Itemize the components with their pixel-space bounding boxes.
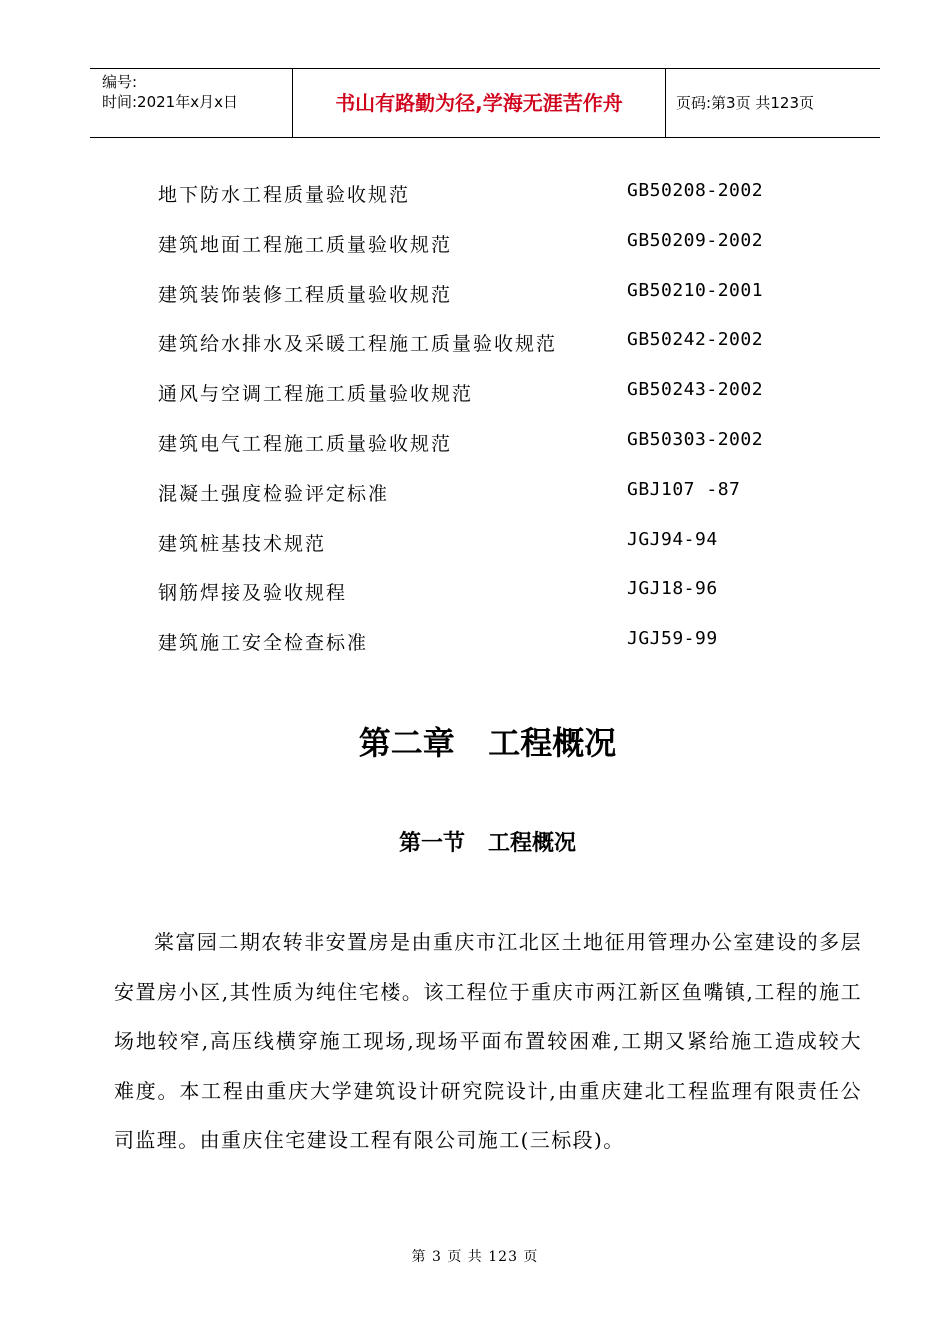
list-item (158, 373, 798, 423)
list-item (158, 174, 798, 224)
standard-code: GB50242-2002 (627, 329, 764, 351)
chapter-title: 第二章 工程概况 (358, 724, 617, 762)
list-item (158, 473, 798, 523)
list-item (158, 224, 798, 274)
standard-name: 地下防水工程质量验收规范 (158, 184, 411, 206)
standard-name: 建筑施工安全检查标准 (158, 632, 369, 655)
list-item (158, 572, 798, 622)
header-page-info: 页码:第3页 共123页 (676, 94, 814, 112)
standard-code: JGJ59-99 (627, 628, 718, 650)
standard-code: JGJ94-94 (627, 528, 718, 550)
page-footer: 第 3 页 共 123 页 (411, 1249, 539, 1265)
section-title: 第一节 工程概况 (399, 831, 576, 856)
standard-code: GB50208-2002 (627, 180, 764, 201)
document-time-label: 时间:2021年x月x日 (102, 93, 238, 111)
standard-name: 建筑桩基技术规范 (158, 532, 327, 555)
standard-name: 建筑电气工程施工质量验收规范 (158, 432, 453, 455)
standard-code: GB50303-2002 (627, 428, 764, 450)
standard-name: 建筑地面工程施工质量验收规范 (158, 233, 453, 256)
standard-name: 建筑给水排水及采暖工程施工质量验收规范 (158, 333, 558, 356)
body-paragraph: 棠富园二期农转非安置房是由重庆市江北区土地征用管理办公室建设的多层安置房小区,其性质为纯住宅楼。该工程位于重庆市两江新区鱼嘴镇,工程的施工场地较窄,高压线横穿施工现场,现场平面布置较困难,工期又紧给施工造成较大难度。本工程由重庆大学建筑设计研究院设计,由重庆建北工程监理有限责任公司监理。由重庆住宅建设工程有限公司施工(三标段)。 (114, 930, 862, 1152)
list-item (158, 523, 798, 573)
standard-code: GB50209-2002 (627, 229, 764, 251)
standard-name: 钢筋焊接及验收规程 (158, 582, 348, 605)
list-item (158, 323, 798, 373)
list-item (158, 274, 798, 324)
standard-code: GBJ107 -87 (627, 478, 741, 500)
standard-code: GB50243-2002 (627, 379, 764, 401)
standard-code: GB50210-2001 (627, 279, 764, 301)
list-item (158, 423, 798, 473)
standard-name: 混凝土强度检验评定标准 (158, 482, 390, 505)
page-header (90, 68, 880, 138)
standard-name: 通风与空调工程施工质量验收规范 (158, 383, 474, 406)
header-motto: 书山有路勤为径,学海无涯苦作舟 (293, 69, 666, 137)
document-number-label: 编号: (102, 73, 138, 91)
standard-code: JGJ18-96 (627, 578, 718, 600)
list-item (158, 622, 798, 672)
standards-list (158, 174, 798, 672)
header-meta-cell (90, 69, 293, 137)
standard-name: 建筑装饰装修工程质量验收规范 (158, 283, 453, 306)
